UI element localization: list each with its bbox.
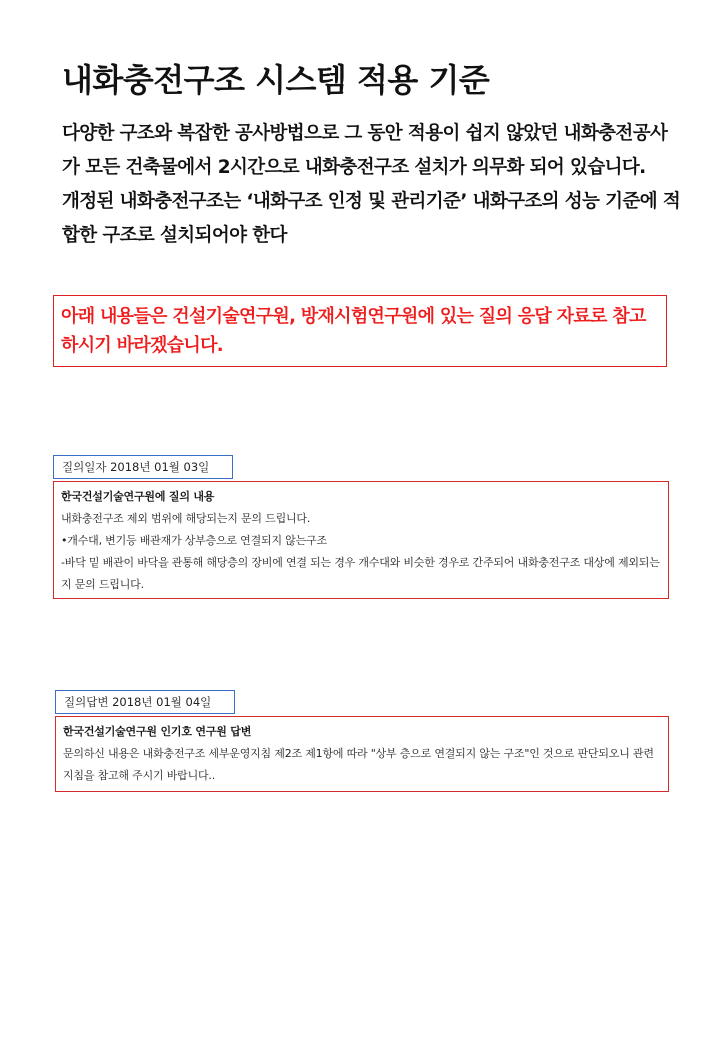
answer-heading: 한국건설기술연구원 인기호 연구원 답변 <box>63 725 252 738</box>
question-box <box>53 481 669 599</box>
question-date-label: 질의일자 2018년 01월 03일 <box>53 455 233 479</box>
intro-paragraph-2: 개정된 내화충전구조는 ‘내화구조 인정 및 관리기준’ 내화구조의 성능 기준에 적합한 구조로 설치되어야 한다 <box>62 191 681 246</box>
question-heading: 한국건설기술연구원에 질의 내용 <box>61 490 215 503</box>
answer-box <box>55 716 669 792</box>
question-line-3: -바닥 밑 배관이 바닥을 관통해 해당층의 장비에 연결 되는 경우 개수대와 비슷한 경우로 간주되어 내화충전구조 대상에 제외되는지 문의 드립니다. <box>61 556 660 591</box>
page-title: 내화충전구조 시스템 적용 기준 <box>62 61 490 99</box>
intro-paragraph-1: 다양한 구조와 복잡한 공사방법으로 그 동안 적용이 쉽지 않았던 내화충전공사가 모든 건축물에서 2시간으로 내화충전구조 설치가 의무화 되어 있습니다. <box>62 123 668 178</box>
intro-section <box>62 117 682 253</box>
answer-line-1: 문의하신 내용은 내화충전구조 세부운영지침 제2조 제1항에 따라 "상부 층으로 연결되지 않는 구조"인 것으로 판단되오니 관련 지침을 참고해 주시기 바랍니다.. <box>63 747 654 782</box>
question-line-2: •개수대, 변기등 배관재가 상부층으로 연결되지 않는구조 <box>61 534 327 547</box>
question-line-1: 내화충전구조 제외 범위에 해당되는지 문의 드립니다. <box>61 512 311 525</box>
notice-box: 아래 내용들은 건설기술연구원, 방재시험연구원에 있는 질의 응답 자료로 참고하시기 바라겠습니다. <box>53 295 667 367</box>
answer-date-label: 질의답변 2018년 01월 04일 <box>55 690 235 714</box>
